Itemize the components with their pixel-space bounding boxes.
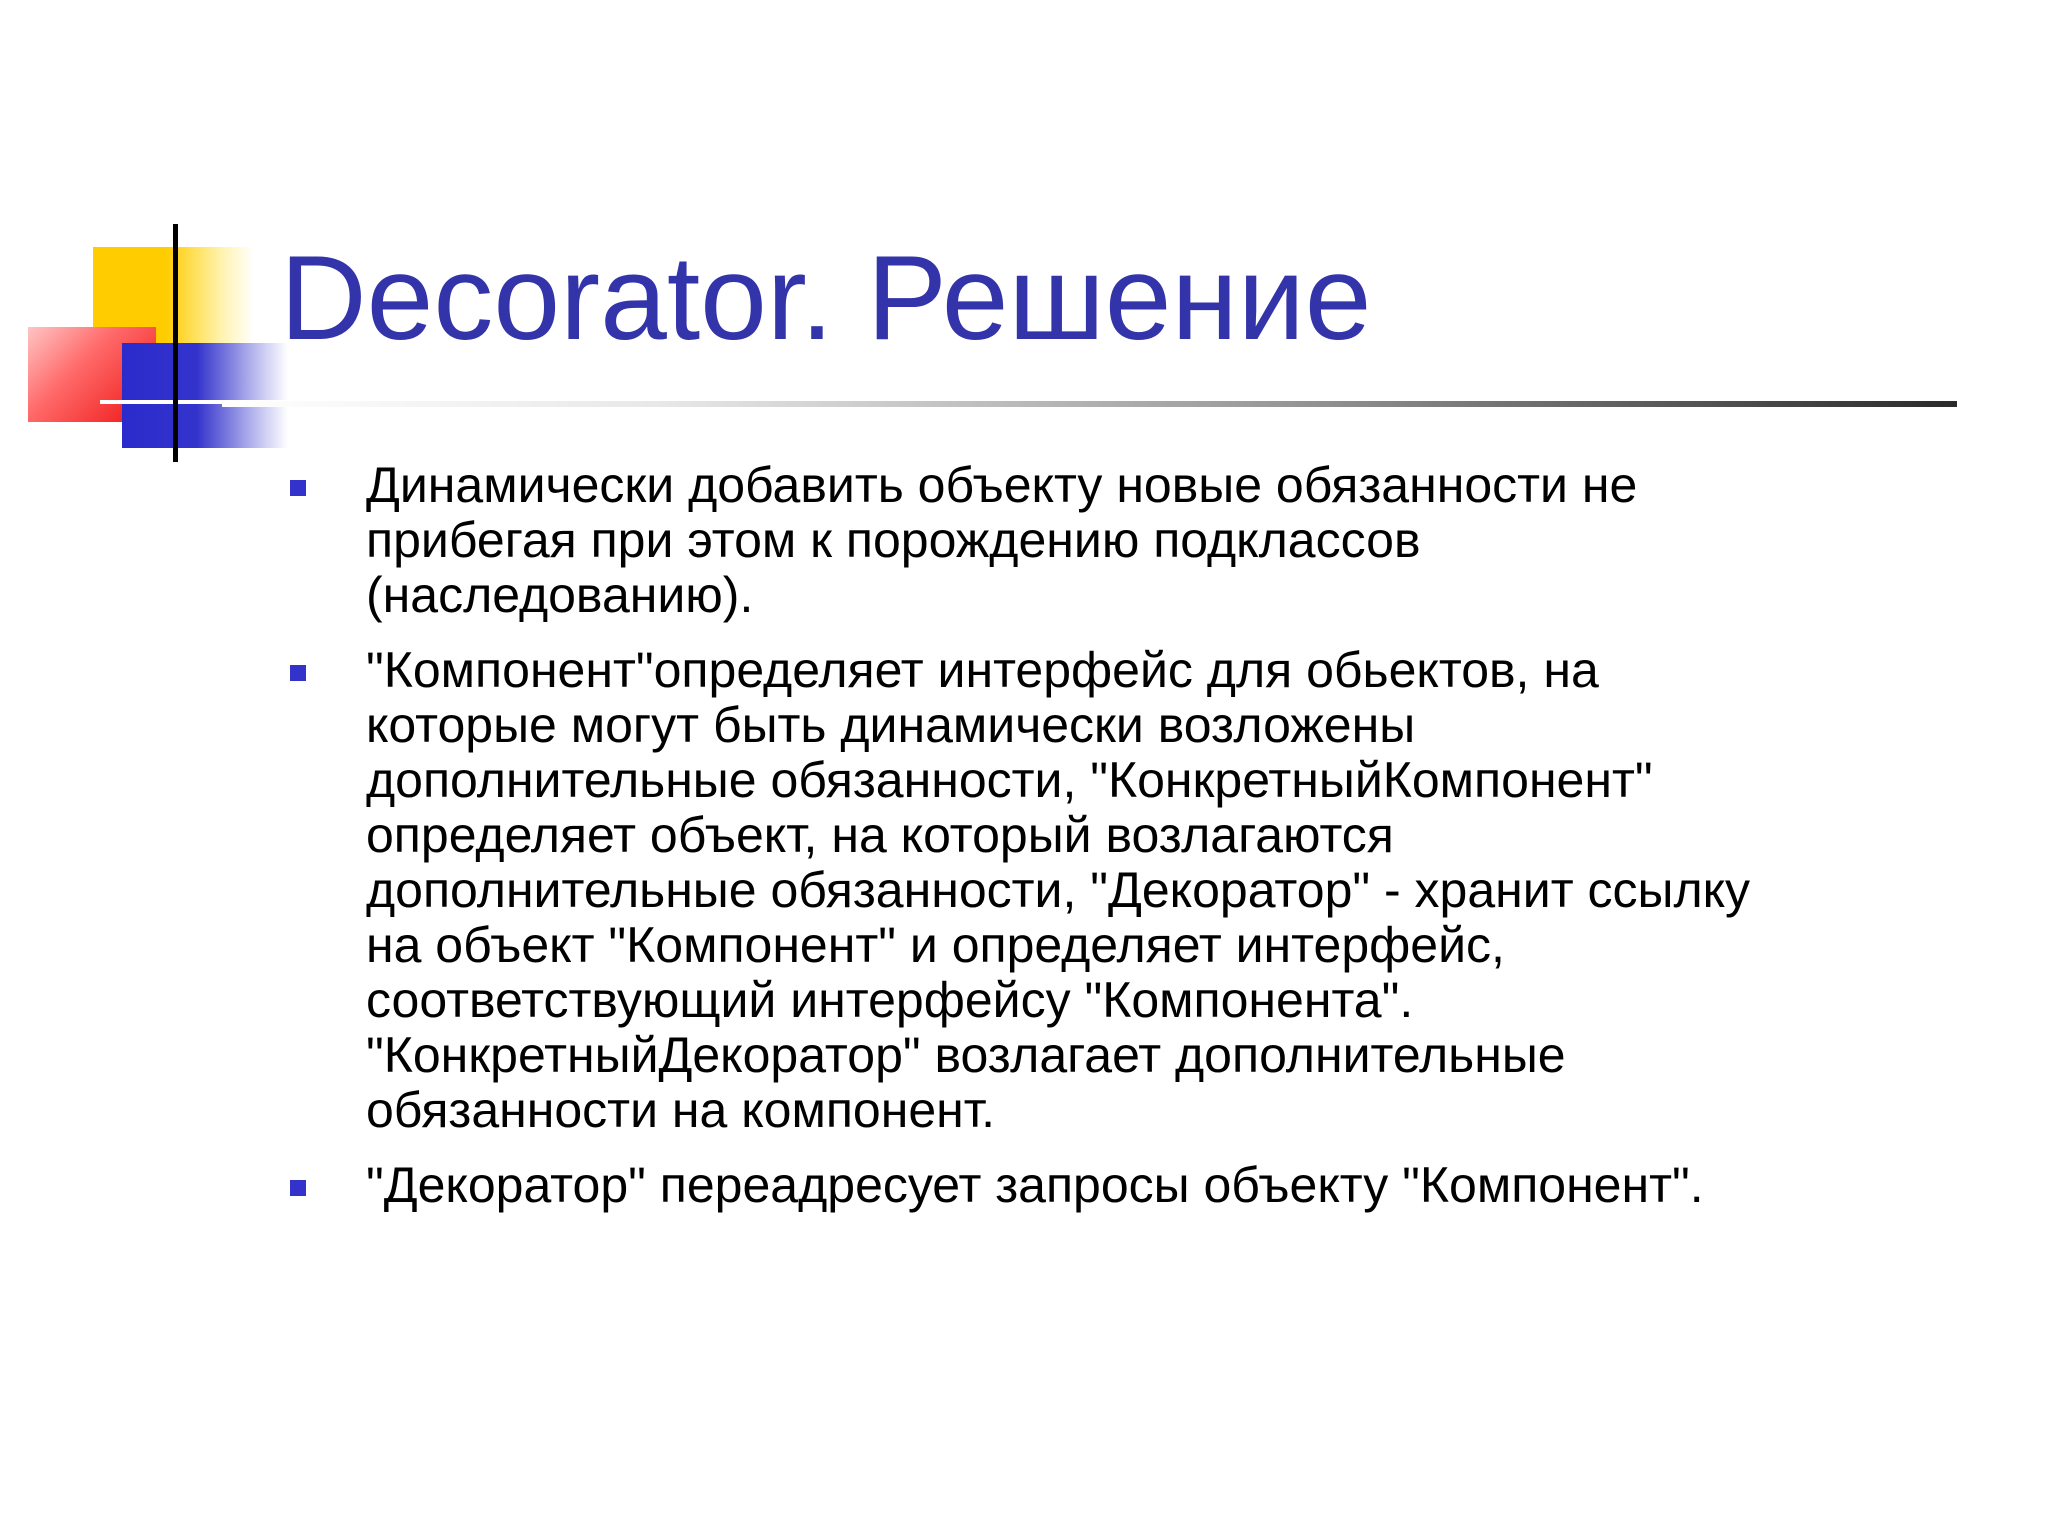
bullet-item [288, 458, 1988, 623]
blue-square-decoration [122, 343, 288, 448]
bullet-text [366, 1158, 1988, 1213]
square-bullet-icon [290, 480, 306, 496]
bullet-list [288, 458, 1988, 1233]
bullet-text [366, 458, 1988, 623]
bullet-line: "Декоратор" переадресует запросы объекту "Компонент". [366, 1157, 1704, 1213]
bullet-line: (наследованию). [366, 567, 754, 623]
square-bullet-icon [290, 665, 306, 681]
title-underline [222, 401, 1957, 407]
bullet-line: определяет объект, на который возлагаются [366, 807, 1394, 863]
bullet-line: на объект "Компонент" и определяет интерфейс, [366, 917, 1505, 973]
bullet-text [366, 643, 1988, 1138]
bullet-line: соответствующий интерфейсу "Компонента". [366, 972, 1414, 1028]
bullet-line: Динамически добавить объекту новые обязанности не [366, 457, 1638, 513]
bullet-line: дополнительные обязанности, "КонкретныйКомпонент" [366, 752, 1653, 808]
bullet-line: обязанности на компонент. [366, 1082, 996, 1138]
bullet-line: которые могут быть динамически возложены [366, 697, 1416, 753]
bullet-item [288, 1158, 1988, 1213]
square-bullet-icon [290, 1180, 306, 1196]
bullet-item [288, 643, 1988, 1138]
bullet-line: "Компонент"определяет интерфейс для обьектов, на [366, 642, 1599, 698]
bullet-line: "КонкретныйДекоратор" возлагает дополнительные [366, 1027, 1566, 1083]
bullet-line: прибегая при этом к порождению подклассов [366, 512, 1421, 568]
slide-title: Decorator. Решение [280, 231, 1372, 365]
bullet-line: дополнительные обязанности, "Декоратор" - хранит ссылку [366, 862, 1751, 918]
vertical-line-decoration [173, 224, 178, 462]
